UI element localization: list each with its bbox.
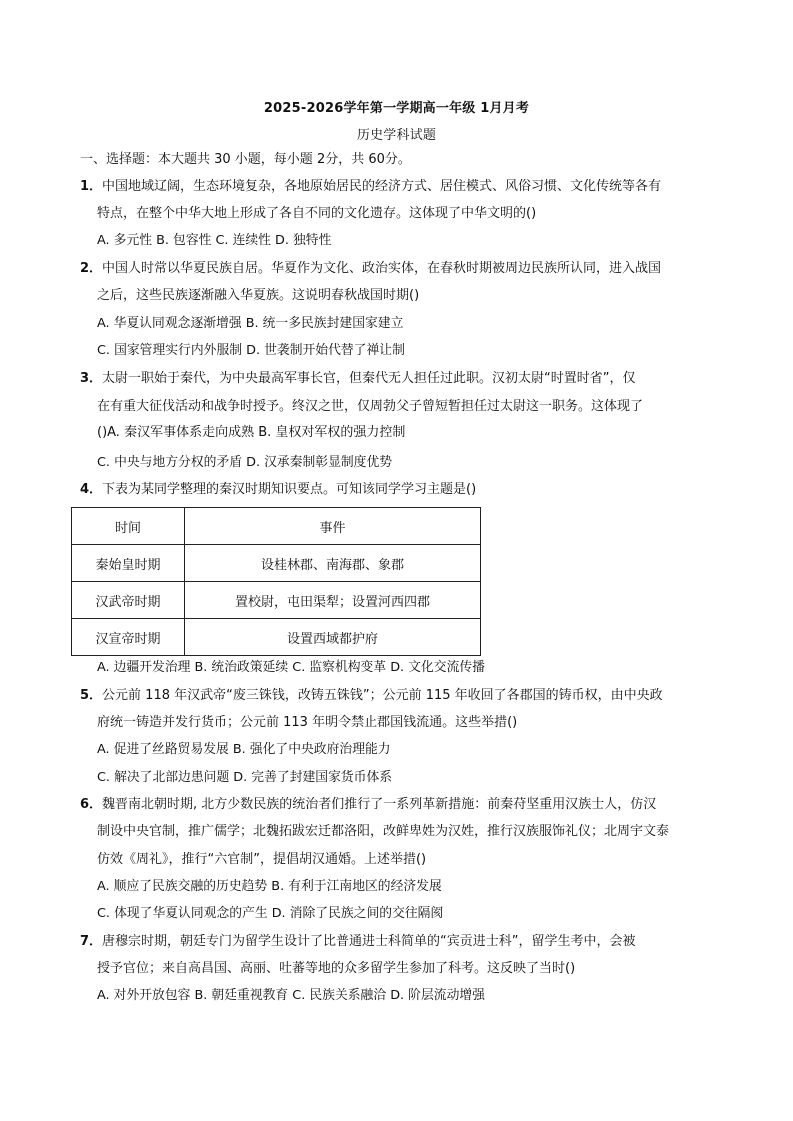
question-number: 7．	[80, 934, 103, 949]
table-cell: 设桂林郡、南海郡、象郡	[185, 545, 481, 582]
question-number: 4．	[80, 482, 103, 497]
answer-options: C. 体现了华夏认同观念的产生 D. 消除了民族之间的交往隔阂	[97, 906, 444, 921]
question-text: 特点，在整个中华大地上形成了各自不同的文化遗存。这体现了中华文明的()	[97, 206, 537, 221]
table-cell: 设置西域都护府	[185, 619, 481, 656]
table-cell: 汉武帝时期	[72, 582, 185, 619]
table-header: 时间	[72, 508, 185, 545]
question-text: 魏晋南北朝时期, 北方少数民族的统治者们推行了一系列革新措施：前秦苻坚重用汉族士人，仿汉	[102, 797, 657, 812]
table-header: 事件	[185, 508, 481, 545]
table-row	[72, 545, 481, 582]
question-text: 府统一铸造并发行货币；公元前 113 年明令禁止郡国钱流通。这些举措()	[97, 715, 518, 730]
question-text: 公元前 118 年汉武帝“废三铢钱，改铸五铢钱”；公元前 115 年收回了各郡国的铸币权，由中央政	[102, 688, 663, 703]
question-text: ()A. 秦汉军事体系走向成熟 B. 皇权对军权的强力控制	[97, 425, 406, 440]
subject-title: 历史学科试题	[356, 128, 437, 143]
answer-options: A. 促进了丝路贸易发展 B. 强化了中央政府治理能力	[97, 742, 391, 757]
question-text: 中国人时常以华夏民族自居。华夏作为文化、政治实体，在春秋时期被周边民族所认同，进入战国	[102, 261, 662, 276]
question-number: 5．	[80, 688, 103, 703]
answer-options: C. 中央与地方分权的矛盾 D. 汉承秦制彰显制度优势	[97, 455, 393, 470]
answer-options: A. 边疆开发治理 B. 统治政策延续 C. 监察机构变革 D. 文化交流传播	[97, 660, 485, 675]
table-cell: 置校尉，屯田渠犁；设置河西四郡	[185, 582, 481, 619]
question-text: 在有重大征伐活动和战争时授予。终汉之世，仅周勃父子曾短暂担任过太尉这一职务。这体现了	[97, 399, 644, 414]
table-cell: 秦始皇时期	[72, 545, 185, 582]
question-text: 制设中央官制，推广儒学；北魏拓跋宏迁都洛阳，改鲜卑姓为汉姓，推行汉族服饰礼仪；北周宇文泰	[97, 824, 670, 839]
table-row	[72, 619, 481, 656]
question-number: 2．	[80, 261, 103, 276]
answer-options: C. 解决了北部边患问题 D. 完善了封建国家货币体系	[97, 770, 393, 785]
table-row	[72, 582, 481, 619]
question-text: 授予官位；来自高昌国、高丽、吐蕃等地的众多留学生参加了科考。这反映了当时()	[97, 961, 576, 976]
question-number: 6．	[80, 797, 103, 812]
knowledge-table	[71, 507, 481, 656]
answer-options: C. 国家管理实行内外服制 D. 世袭制开始代替了禅让制	[97, 343, 405, 358]
section-heading: 一、选择题：本大题共 30 小题，每小题 2分，共 60分。	[80, 152, 411, 167]
exam-title: 2025-2026学年第一学期高一年级 1月月考	[263, 101, 530, 116]
table-header-row	[72, 508, 481, 545]
table-cell: 汉宣帝时期	[72, 619, 185, 656]
answer-options: A. 多元性 B. 包容性 C. 连续性 D. 独特性	[97, 233, 332, 248]
question-text: 太尉一职始于秦代，为中央最高军事长官，但秦代无人担任过此职。汉初太尉“时置时省”，仅	[102, 371, 636, 386]
answer-options: A. 顺应了民族交融的历史趋势 B. 有利于江南地区的经济发展	[97, 879, 442, 894]
question-text: 唐穆宗时期，朝廷专门为留学生设计了比普通进士科简单的“宾贡进士科”，留学生考中，会被	[102, 934, 636, 949]
question-text: 仿效《周礼》，推行“六官制”，提倡胡汉通婚。上述举措()	[97, 852, 427, 867]
answer-options: A. 华夏认同观念逐渐增强 B. 统一多民族封建国家建立	[97, 316, 404, 331]
question-text: 中国地域辽阔，生态环境复杂，各地原始居民的经济方式、居住模式、风俗习惯、文化传统等各有	[102, 179, 662, 194]
question-number: 3．	[80, 371, 103, 386]
answer-options: A. 对外开放包容 B. 朝廷重视教育 C. 民族关系融洽 D. 阶层流动增强	[97, 988, 485, 1003]
question-number: 1．	[80, 179, 103, 194]
question-text: 下表为某同学整理的秦汉时期知识要点。可知该同学学习主题是()	[102, 482, 477, 497]
question-text: 之后，这些民族逐渐融入华夏族。这说明春秋战国时期()	[97, 288, 420, 303]
